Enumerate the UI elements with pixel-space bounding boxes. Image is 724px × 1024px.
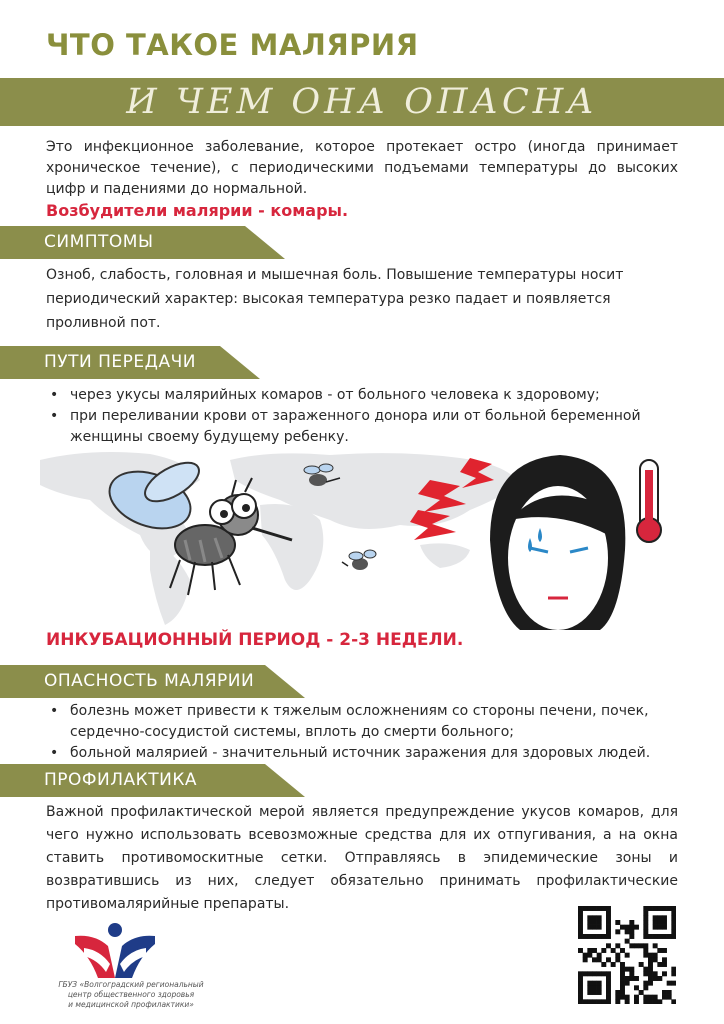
prevention-text: Важной профилактической мерой является предупреждение укусов комаров, для чего нужно использовать всевозможные средства для их отпугивания, а на окна ставить противомоскитные сетки. Отправляясь в эпидемические зоны и возвратившись из них, следует обязательно принимать профилактические противомалярийные препараты. <box>46 804 678 912</box>
section-title-prevention: ПРОФИЛАКТИКА <box>44 770 198 790</box>
qr-code-image <box>578 906 676 1004</box>
org-name: ГБУЗ «Волгоградский региональный центр общественного здоровья и медицинской профилактики» <box>58 980 204 1009</box>
danger-list <box>46 701 686 764</box>
symptoms-text: Озноб, слабость, головная и мышечная боль. Повышение температуры носит периодический характер: высокая температура резко падает и появляется проливной пот. <box>46 267 624 331</box>
list-item: • через укусы малярийных комаров - от больного человека к здоровому; <box>50 387 600 403</box>
world-map-image <box>40 452 520 625</box>
sick-person-image <box>490 455 625 630</box>
transmission-list <box>46 385 686 448</box>
illustration <box>0 440 724 630</box>
thermometer-icon <box>637 460 661 542</box>
list-item: • болезнь может привести к тяжелым осложнениям со стороны печени, почек, сердечно-сосудистой системы, вплоть до смерти больного; <box>50 703 649 740</box>
section-header-prevention <box>0 764 320 797</box>
section-title-danger: ОПАСНОСТЬ МАЛЯРИИ <box>44 671 255 691</box>
list-item: • при переливании крови от зараженного донора или от больной беременной женщины своему будущему ребенку. <box>50 408 641 445</box>
section-title-transmission: ПУТИ ПЕРЕДАЧИ <box>44 352 196 372</box>
page-title-line1: ЧТО ТАКОЕ МАЛЯРИЯ <box>46 28 419 62</box>
section-header-danger <box>0 665 320 698</box>
list-item: • больной малярией - значительный источник заражения для здоровых людей. <box>50 745 651 761</box>
small-mosquito-image <box>342 550 376 570</box>
intro-paragraph: Это инфекционное заболевание, которое протекает остро (иногда принимает хроническое течение), с периодическими подъемами температуры до высоких цифр и падениями до нормальной. <box>46 139 678 197</box>
section-header-transmission <box>0 346 290 379</box>
page-title-line2: И ЧЕМ ОНА ОПАСНА <box>126 82 598 122</box>
section-title-symptoms: СИМПТОМЫ <box>44 232 154 252</box>
org-logo-image <box>70 916 160 978</box>
pathogen-note: Возбудители малярии - комары. <box>46 201 349 220</box>
incubation-period: ИНКУБАЦИОННЫЙ ПЕРИОД - 2-3 НЕДЕЛИ. <box>46 630 464 650</box>
section-header-symptoms <box>0 226 290 259</box>
